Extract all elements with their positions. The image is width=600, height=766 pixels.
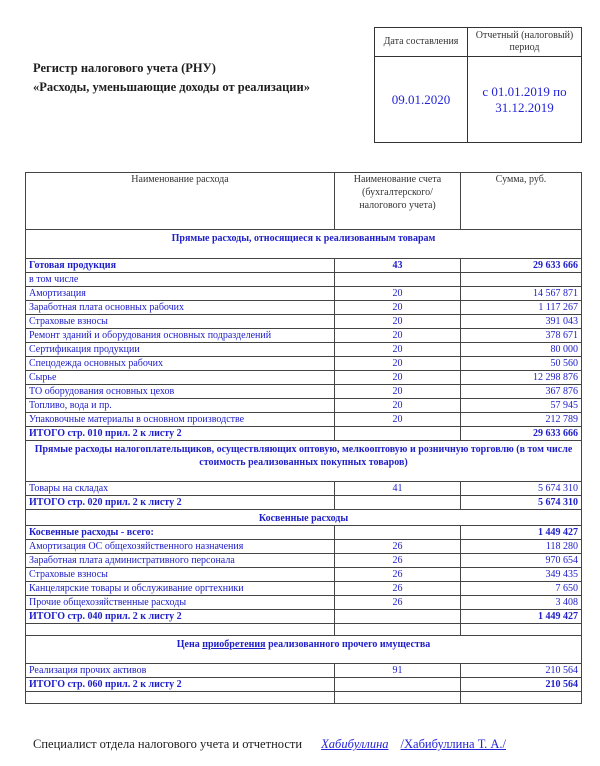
table-row <box>26 301 582 315</box>
account-number <box>335 678 461 692</box>
meta-table <box>374 27 582 143</box>
expense-sum: 5 674 310 <box>461 482 582 496</box>
period-value-line1: с 01.01.2019 по <box>482 83 567 99</box>
expense-sum: 57 945 <box>461 399 582 413</box>
account-number: 91 <box>335 664 461 678</box>
period-value <box>468 57 582 143</box>
table-row <box>26 582 582 596</box>
table-row <box>26 385 582 399</box>
expenses-table <box>25 172 582 704</box>
account-number: 20 <box>335 371 461 385</box>
account-number: 20 <box>335 357 461 371</box>
empty-cell <box>335 692 461 704</box>
account-number: 26 <box>335 596 461 610</box>
account-number <box>335 273 461 287</box>
expense-sum: 1 449 427 <box>461 526 582 540</box>
account-number: 20 <box>335 315 461 329</box>
expense-name: Страховые взносы <box>26 315 335 329</box>
section-indirect-expenses <box>26 510 582 526</box>
account-number: 43 <box>335 259 461 273</box>
expense-name: Заработная плата основных рабочих <box>26 301 335 315</box>
section-other-property-b: приобретения <box>202 639 266 650</box>
expense-sum: 970 654 <box>461 554 582 568</box>
signature-handwritten: Хабибуллина <box>321 737 389 751</box>
expense-name: Прочие общехозяйственные расходы <box>26 596 335 610</box>
table-row <box>26 526 582 540</box>
table-row <box>26 399 582 413</box>
account-number: 20 <box>335 343 461 357</box>
date-value: 09.01.2020 <box>375 57 468 143</box>
expense-name: Упаковочные материалы в основном производстве <box>26 413 335 427</box>
table-row <box>26 273 582 287</box>
section-row-direct <box>26 230 582 259</box>
table-header-row <box>26 173 582 230</box>
date-label: Дата составления <box>375 28 468 57</box>
expense-sum: 5 674 310 <box>461 496 582 510</box>
expense-sum: 349 435 <box>461 568 582 582</box>
expense-name: ИТОГО стр. 010 прил. 2 к листу 2 <box>26 427 335 441</box>
register-title <box>33 59 310 97</box>
expense-sum: 212 789 <box>461 413 582 427</box>
expense-sum: 378 671 <box>461 329 582 343</box>
expense-name: Страховые взносы <box>26 568 335 582</box>
expense-name: Топливо, вода и пр. <box>26 399 335 413</box>
expense-name: Сырье <box>26 371 335 385</box>
account-number: 20 <box>335 413 461 427</box>
table-row <box>26 427 582 441</box>
section-row <box>26 636 582 664</box>
expense-sum: 14 567 871 <box>461 287 582 301</box>
section-other-property <box>26 636 582 664</box>
header-expense-name: Наименование расхода <box>26 173 335 230</box>
expense-name: Амортизация <box>26 287 335 301</box>
empty-cell <box>461 692 582 704</box>
header-account: Наименование счета (бухгалтерского/ налогового учета) <box>335 173 461 230</box>
expense-sum: 210 564 <box>461 678 582 692</box>
empty-cell <box>461 624 582 636</box>
table-row <box>26 329 582 343</box>
account-number: 20 <box>335 287 461 301</box>
signature-name: /Хабибуллина Т. А./ <box>400 737 506 751</box>
expense-sum: 7 650 <box>461 582 582 596</box>
table-row <box>26 315 582 329</box>
signature-position: Специалист отдела налогового учета и отчетности <box>33 737 303 751</box>
table-row <box>26 371 582 385</box>
expense-sum: 29 633 666 <box>461 259 582 273</box>
section-direct-expenses: Прямые расходы, относящиеся к реализованным товарам <box>26 230 582 259</box>
expense-name: ИТОГО стр. 020 прил. 2 к листу 2 <box>26 496 335 510</box>
account-number <box>335 526 461 540</box>
empty-cell <box>335 624 461 636</box>
account-number <box>335 610 461 624</box>
table-row <box>26 554 582 568</box>
account-number <box>335 496 461 510</box>
expense-name: в том числе <box>26 273 335 287</box>
section-trade-expenses-text: Прямые расходы налогоплательщиков, осуществляющих оптовую, мелкооптовую и розничную торговлю (в том числе стоимость реализованных покупных товаров) <box>34 444 573 468</box>
section-other-property-c: реализованного прочего имущества <box>265 639 431 650</box>
empty-cell <box>26 692 335 704</box>
expense-sum <box>461 273 582 287</box>
account-number: 20 <box>335 385 461 399</box>
account-number: 26 <box>335 540 461 554</box>
account-number: 26 <box>335 568 461 582</box>
account-number: 20 <box>335 301 461 315</box>
expense-name: Товары на складах <box>26 482 335 496</box>
expense-name: ИТОГО стр. 060 прил. 2 к листу 2 <box>26 678 335 692</box>
table-row <box>26 357 582 371</box>
section-row <box>26 510 582 526</box>
account-number: 41 <box>335 482 461 496</box>
empty-row <box>26 692 582 704</box>
account-number: 20 <box>335 399 461 413</box>
period-value-line2: 31.12.2019 <box>495 99 554 115</box>
expense-sum: 50 560 <box>461 357 582 371</box>
account-number: 26 <box>335 554 461 568</box>
table-row <box>26 540 582 554</box>
table-row <box>26 678 582 692</box>
table-row <box>26 413 582 427</box>
expense-sum: 3 408 <box>461 596 582 610</box>
table-row <box>26 496 582 510</box>
expense-sum: 1 449 427 <box>461 610 582 624</box>
expense-name: Спецодежда основных рабочих <box>26 357 335 371</box>
section-row <box>26 441 582 482</box>
account-number <box>335 427 461 441</box>
header-sum: Сумма, руб. <box>461 173 582 230</box>
account-number: 20 <box>335 329 461 343</box>
expense-sum: 1 117 267 <box>461 301 582 315</box>
expense-sum: 29 633 666 <box>461 427 582 441</box>
signature-line <box>33 737 506 752</box>
empty-row <box>26 624 582 636</box>
section-indirect-expenses-text: Косвенные расходы <box>258 513 349 524</box>
register-title-line2: «Расходы, уменьшающие доходы от реализации» <box>33 80 310 94</box>
register-title-line1: Регистр налогового учета (РНУ) <box>33 61 216 75</box>
expense-sum: 118 280 <box>461 540 582 554</box>
expense-name: Косвенные расходы - всего: <box>26 526 335 540</box>
expense-sum: 80 000 <box>461 343 582 357</box>
expense-name: Заработная плата административного персонала <box>26 554 335 568</box>
section-trade-expenses <box>26 441 582 482</box>
table-row <box>26 343 582 357</box>
section-other-property-a: Цена <box>176 639 203 650</box>
table-row <box>26 610 582 624</box>
table-row <box>26 287 582 301</box>
expense-name: Реализация прочих активов <box>26 664 335 678</box>
expense-name: Амортизация ОС общехозяйственного назначения <box>26 540 335 554</box>
expense-name: Готовая продукция <box>26 259 335 273</box>
expense-name: ТО оборудования основных цехов <box>26 385 335 399</box>
account-number: 26 <box>335 582 461 596</box>
table-row <box>26 482 582 496</box>
expense-name: Ремонт зданий и оборудования основных подразделений <box>26 329 335 343</box>
table-row <box>26 596 582 610</box>
signature-field <box>305 737 506 751</box>
expense-name: ИТОГО стр. 040 прил. 2 к листу 2 <box>26 610 335 624</box>
table-row <box>26 568 582 582</box>
expense-sum: 391 043 <box>461 315 582 329</box>
table-row <box>26 259 582 273</box>
table-row <box>26 664 582 678</box>
expense-sum: 367 876 <box>461 385 582 399</box>
expense-sum: 12 298 876 <box>461 371 582 385</box>
expense-name: Канцелярские товары и обслуживание оргтехники <box>26 582 335 596</box>
expense-name: Сертификация продукции <box>26 343 335 357</box>
empty-cell <box>26 624 335 636</box>
period-label: Отчетный (налоговый) период <box>468 28 582 57</box>
expense-sum: 210 564 <box>461 664 582 678</box>
